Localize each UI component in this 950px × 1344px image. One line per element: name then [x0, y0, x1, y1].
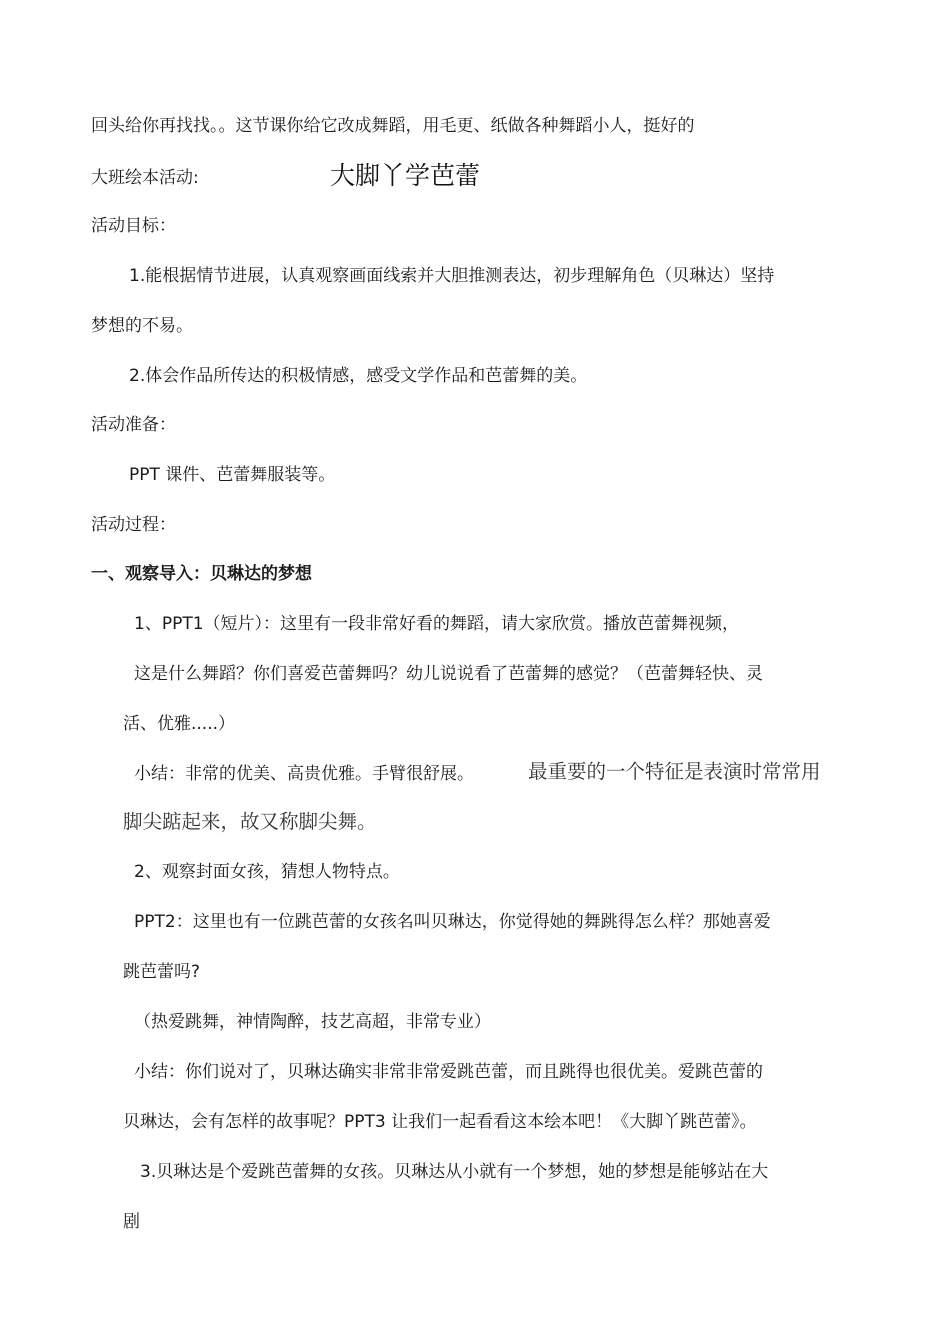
step-2-heading: 2、观察封面女孩，猜想人物特点。 [134, 862, 400, 882]
step-3-line-2: 剧 [123, 1212, 140, 1232]
step-2-ppt2-line-2: 跳芭蕾吗? [123, 962, 201, 982]
goal-2: 2.体会作品所传达的积极情感，感受文学作品和芭蕾舞的美。 [129, 366, 588, 386]
summary-2-line-2: 贝琳达，会有怎样的故事呢？PPT3 让我们一起看看这本绘本吧！《大脚丫跳芭蕾》。 [123, 1112, 757, 1132]
summary-1-line-2: 脚尖踮起来，故又称脚尖舞。 [123, 810, 377, 833]
step-1-line-2: 这是什么舞蹈？你们喜爱芭蕾舞吗？幼儿说说看了芭蕾舞的感觉？（芭蕾舞轻快、灵 [134, 664, 763, 684]
goal-1-line-2: 梦想的不易。 [91, 316, 193, 336]
summary-2-line-1: 小结：你们说对了，贝琳达确实非常非常爱跳芭蕾，而且跳得也很优美。爱跳芭蕾的 [134, 1062, 763, 1082]
page-title: 大脚丫学芭蕾 [330, 161, 481, 190]
step-1-line-1: 1、PPT1（短片）：这里有一段非常好看的舞蹈，请大家欣赏。播放芭蕾舞视频， [134, 614, 740, 634]
activity-label: 大班绘本活动: [91, 168, 199, 188]
step-2-ppt2-line-1: PPT2：这里也有一位跳芭蕾的女孩名叫贝琳达，你觉得她的舞跳得怎么样？那她喜爱 [134, 912, 771, 932]
section-goals-heading: 活动目标： [91, 216, 176, 236]
line-intro-note: 回头给你再找找。。这节课你给它改成舞蹈，用毛更、纸做各种舞蹈小人，挺好的 [91, 116, 695, 136]
part-1-heading: 一、观察导入：贝琳达的梦想 [91, 564, 312, 584]
step-1-line-3: 活、优雅.....） [123, 714, 236, 734]
goal-1-line-1: 1.能根据情节进展，认真观察画面线索并大胆推测表达，初步理解角色（贝琳达）坚持 [129, 266, 775, 286]
summary-1-line-1a: 小结：非常的优美、高贵优雅。手臂很舒展。 [134, 764, 474, 784]
step-2-answer: （热爱跳舞，神情陶醉，技艺高超，非常专业） [134, 1012, 491, 1032]
step-3-line-1: 3.贝琳达是个爱跳芭蕾舞的女孩。贝琳达从小就有一个梦想，她的梦想是能够站在大 [140, 1162, 769, 1182]
summary-1-line-1b: 最重要的一个特征是表演时常常用 [528, 760, 821, 783]
prep-materials: PPT 课件、芭蕾舞服装等。 [129, 465, 336, 485]
section-prep-heading: 活动准备： [91, 415, 176, 435]
section-process-heading: 活动过程： [91, 515, 176, 535]
